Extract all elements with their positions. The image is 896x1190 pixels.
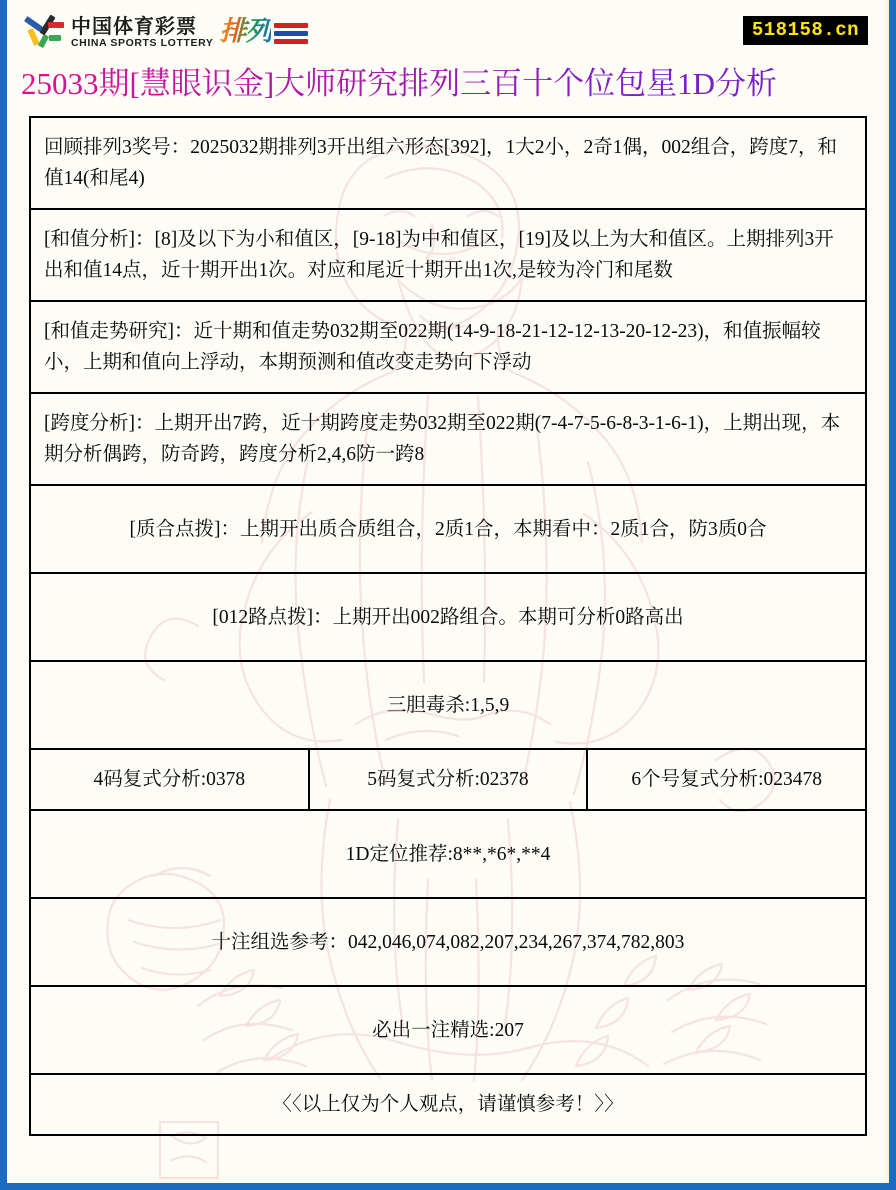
site-watermark-badge: 518158.cn	[743, 16, 868, 45]
game-three-bars-icon	[274, 23, 308, 44]
logo-wordmark	[71, 15, 213, 50]
span-analysis-cell: [跨度分析]：上期开出7跨，近十期跨度走势032期至022期(7-4-7-5-6-8-3-1-6-1)，上期出现，本期分析偶跨，防奇跨，跨度分析2,4,6防一跨8	[30, 393, 866, 485]
china-sports-lottery-logo	[23, 9, 308, 55]
combo-4-cell: 4码复式分析:0378	[30, 749, 309, 810]
three-kill-cell: 三胆毒杀:1,5,9	[30, 661, 866, 749]
road012-cell: [012路点拨]：上期开出002路组合。本期可分析0路高出	[30, 573, 866, 661]
prime-composite-cell: [质合点拨]：上期开出质合质组合，2质1合，本期看中：2质1合，防3质0合	[30, 485, 866, 573]
game-name-text: 排列	[219, 16, 272, 47]
disclaimer-cell: 〈〈以上仅为个人观点，请谨慎参考！〉〉	[30, 1074, 866, 1135]
table-row-must-pick	[30, 986, 866, 1074]
review-cell: 回顾排列3奖号：2025032期排列3开出组六形态[392]，1大2小，2奇1偶，002组合，跨度7，和值14(和尾4)	[30, 117, 866, 209]
page-title: 25033期[慧眼识金]大师研究排列三百十个位包星1D分析	[7, 62, 889, 110]
table-row-three-kill	[30, 661, 866, 749]
table-row-road012	[30, 573, 866, 661]
position-1d-cell: 1D定位推荐:8**,*6*,**4	[30, 810, 866, 898]
ten-groups-cell: 十注组选参考：042,046,074,082,207,234,267,374,782,803	[30, 898, 866, 986]
must-pick-cell: 必出一注精选:207	[30, 986, 866, 1074]
logo-chinese-name: 中国体育彩票	[71, 13, 197, 38]
table-row-position-1d	[30, 810, 866, 898]
combo-6-cell: 6个号复式分析:023478	[587, 749, 866, 810]
table-row-ten-groups	[30, 898, 866, 986]
sum-analysis-cell: [和值分析]：[8]及以下为小和值区，[9-18]为中和值区，[19]及以上为大和值区。上期排列3开出和值14点，近十期开出1次。对应和尾近十期开出1次,是较为冷门和尾数	[30, 209, 866, 301]
lottery-emblem-icon	[23, 12, 65, 52]
table-row-span-analysis	[30, 393, 866, 485]
table-row-combos	[30, 749, 866, 810]
page-header	[7, 0, 889, 62]
table-row-review	[30, 117, 866, 209]
table-row-prime-composite	[30, 485, 866, 573]
table-row-sum-trend	[30, 301, 866, 393]
table-row-disclaimer	[30, 1074, 866, 1135]
table-row-sum-analysis	[30, 209, 866, 301]
sum-trend-cell: [和值走势研究]：近十期和值走势032期至022期(14-9-18-21-12-12-13-20-12-23)，和值振幅较小，上期和值向上浮动，本期预测和值改变走势向下浮动	[30, 301, 866, 393]
game-name-logo	[219, 17, 308, 47]
analysis-table	[29, 116, 867, 1136]
logo-english-name: CHINA SPORTS LOTTERY	[71, 36, 214, 49]
combo-5-cell: 5码复式分析:02378	[309, 749, 588, 810]
